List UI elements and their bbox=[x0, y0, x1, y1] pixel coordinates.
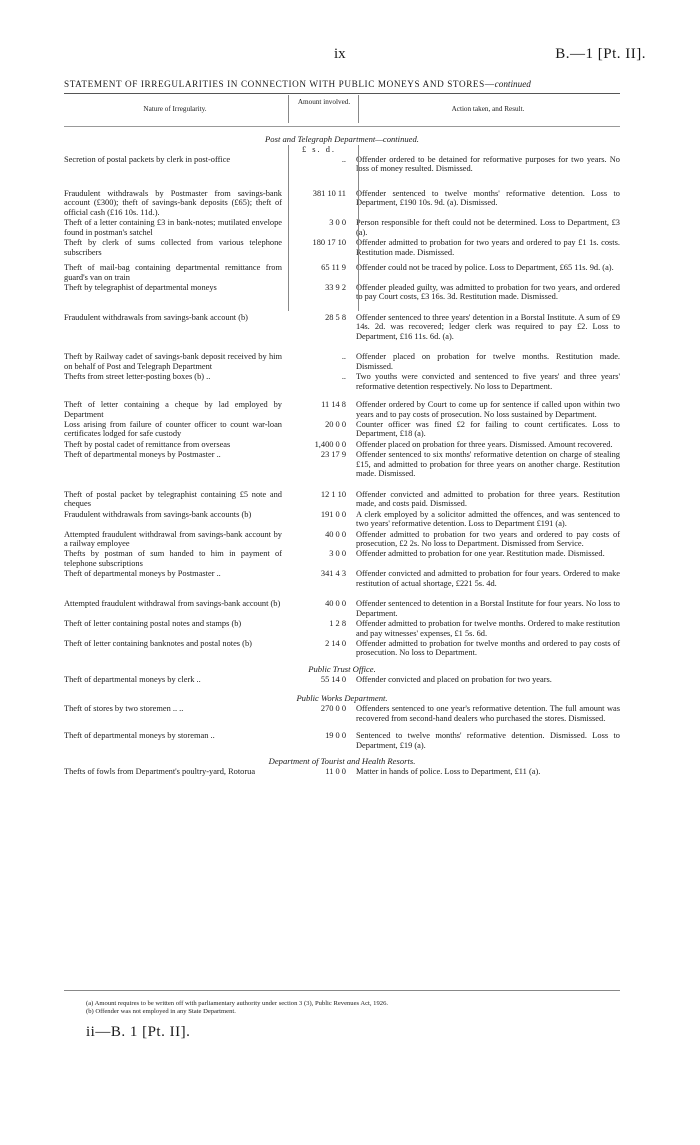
amount-involved: 180 17 10 bbox=[312, 238, 346, 248]
column-header-action: Action taken, and Result. bbox=[451, 105, 525, 113]
section-heading: Public Works Department. bbox=[296, 693, 388, 704]
action-taken: Offender convicted and admitted to probation for three years. Restitution made, and costs paid. Dismissed. bbox=[356, 489, 620, 509]
irregularity-nature: Fraudulent withdrawals from savings-bank accounts (b) bbox=[64, 509, 252, 519]
irregularity-nature: Secretion of postal packets by clerk in post-office bbox=[64, 155, 231, 164]
amount-involved: 1,400 0 0 bbox=[314, 439, 346, 449]
irregularity-nature: Theft of letter containing banknotes and postal notes (b) bbox=[64, 639, 252, 649]
table-row bbox=[64, 400, 620, 419]
action-taken: Offenders sentenced to one year's reformative detention. The full amount was recovered from second-hand dealers who purchased the stores. Dismissed. bbox=[356, 704, 620, 723]
amount-involved: .. bbox=[341, 372, 346, 382]
column-divider bbox=[358, 95, 359, 123]
title-main: STATEMENT OF IRREGULARITIES IN CONNECTION WITH PUBLIC MONEYS AND STORES— bbox=[64, 79, 495, 89]
action-taken: Offender sentenced to detention in a Borstal Institute for four years. No loss to Department. bbox=[356, 599, 620, 618]
irregularities-table bbox=[64, 134, 620, 783]
action-taken: Offender could not be traced by police. Loss to Department, £65 11s. 9d. (a). bbox=[356, 263, 614, 273]
amount-involved: 19 0 0 bbox=[325, 731, 346, 741]
action-taken: Offender placed on probation for twelve months. Restitution made. Dismissed. bbox=[356, 352, 620, 371]
amount-involved: 341 4 3 bbox=[320, 569, 346, 579]
amount-involved: 381 10 11 bbox=[312, 188, 346, 198]
page-number: ix bbox=[334, 46, 346, 62]
irregularity-nature: Attempted fraudulent withdrawal from savings-bank account by a railway employee bbox=[64, 529, 282, 548]
irregularity-nature: Theft of departmental moneys by storeman .. bbox=[64, 731, 215, 741]
irregularity-nature: Theft of a letter containing £3 in bank-notes; mutilated envelope found in postman's satchel bbox=[64, 218, 282, 237]
document-reference: B.—1 [Pt. II]. bbox=[555, 46, 646, 62]
amount-units: £ s. d. bbox=[301, 145, 336, 154]
column-divider bbox=[288, 145, 289, 311]
irregularity-nature: Theft of mail-bag containing departmental remittance from guard's van on train bbox=[64, 263, 282, 282]
action-taken: A clerk employed by a solicitor admitted the offences, and was sentenced to two years' reformative detention. Loss to Department £191 (a). bbox=[356, 509, 620, 529]
amount-involved: 20 0 0 bbox=[325, 419, 346, 429]
irregularity-nature: Theft of letter containing postal notes and stamps (b) bbox=[64, 619, 242, 629]
amount-units-row bbox=[64, 145, 620, 155]
table-row bbox=[64, 238, 620, 257]
action-taken: Offender admitted to probation for twelve months and ordered to pay costs of prosecution. No loss to Department. bbox=[356, 639, 620, 658]
table-row bbox=[64, 619, 620, 638]
footnotes bbox=[86, 1000, 616, 1016]
amount-involved: 40 0 0 bbox=[325, 529, 346, 539]
table-row bbox=[64, 490, 620, 509]
irregularity-nature: Attempted fraudulent withdrawal from savings-bank account (b) bbox=[64, 599, 281, 609]
irregularity-nature: Thefts by postman of sum handed to him in payment of telephone subscriptions bbox=[64, 549, 282, 568]
section-heading: Public Trust Office. bbox=[308, 663, 376, 674]
page-header bbox=[0, 46, 700, 66]
amount-involved: 65 11 9 bbox=[321, 263, 346, 273]
table-row bbox=[64, 420, 620, 439]
amount-involved: 2 14 0 bbox=[325, 639, 346, 649]
amount-involved: 270 0 0 bbox=[320, 704, 346, 714]
table-row bbox=[64, 263, 620, 282]
table-row bbox=[64, 440, 620, 449]
irregularity-nature: Theft by clerk of sums collected from various telephone subscribers bbox=[64, 238, 282, 257]
action-taken: Offender sentenced to three years' detention in a Borstal Institute. A sum of £9 14s. 2d. was recovered; ledger clerk was required to pay £2. Loss to Department, £16 11s. 6d. (a). bbox=[356, 312, 620, 341]
footnote-b: (b) Offender was not employed in any State Department. bbox=[86, 1008, 236, 1015]
action-taken: Offender placed on probation for three years. Dismissed. Amount recovered. bbox=[356, 439, 613, 449]
irregularity-nature: Theft of departmental moneys by Postmaster .. bbox=[64, 450, 221, 460]
action-taken: Offender admitted to probation for twelve months. Ordered to make restitution and pay witnesses' expenses, £1 5s. 6d. bbox=[356, 619, 620, 638]
table-row bbox=[64, 313, 620, 341]
irregularity-nature: Theft of departmental moneys by Postmaster .. bbox=[64, 569, 221, 579]
column-header-amount: Amount involved. bbox=[297, 98, 351, 106]
action-taken: Offender ordered by Court to come up for sentence if called upon within two years and to pay costs of prosecution. No loss sustained by Department. bbox=[356, 400, 620, 419]
action-taken: Person responsible for theft could not be determined. Loss to Department, £3 (a). bbox=[356, 218, 620, 237]
action-taken: Offender ordered to be detained for reformative purposes for two years. No loss of money resulted. Dismissed. bbox=[356, 155, 620, 174]
column-divider bbox=[358, 145, 359, 311]
irregularity-nature: Theft by postal cadet of remittance from overseas bbox=[64, 439, 231, 449]
amount-involved: 3 0 0 bbox=[329, 218, 346, 228]
amount-involved: .. bbox=[341, 155, 346, 164]
irregularity-nature: Thefts of fowls from Department's poultry-yard, Rotorua bbox=[64, 767, 256, 777]
statement-title bbox=[64, 79, 624, 89]
table-row bbox=[64, 767, 620, 776]
amount-involved: 23 17 9 bbox=[320, 450, 346, 460]
column-header-nature: Nature of Irregularity. bbox=[143, 105, 207, 113]
table-row bbox=[64, 155, 620, 174]
action-taken: Two youths were convicted and sentenced to five years' and three years' reformative detention respectively. No loss to Department. bbox=[356, 372, 620, 391]
irregularity-nature: Theft of stores by two storemen .. .. bbox=[64, 704, 184, 714]
table-row bbox=[64, 599, 620, 618]
irregularity-nature: Thefts from street letter-posting boxes (b) .. bbox=[64, 372, 211, 382]
action-taken: Offender pleaded guilty, was admitted to probation for two years, and ordered to pay Court costs, £3 16s. 3d. Restitution made. Dismissed. bbox=[356, 282, 620, 302]
amount-involved: 191 0 0 bbox=[320, 509, 346, 519]
section-heading: Post and Telegraph Department—continued. bbox=[265, 134, 419, 144]
irregularity-nature: Theft of letter containing a cheque by lad employed by Department bbox=[64, 400, 282, 419]
irregularity-nature: Loss arising from failure of counter officer to count war-loan certificates lodged for safe custody bbox=[64, 419, 282, 439]
action-taken: Offender admitted to probation for one year. Restitution made. Dismissed. bbox=[356, 549, 605, 559]
amount-involved: 33 9 2 bbox=[325, 282, 346, 292]
action-taken: Offender convicted and admitted to probation for four years. Ordered to make restitution of actual shortage, £221 5s. 4d. bbox=[356, 569, 620, 588]
table-row bbox=[64, 549, 620, 568]
table-row bbox=[64, 731, 620, 750]
irregularity-nature: Fraudulent withdrawals by Postmaster from savings-bank account (£300); theft of savings-bank deposits (£65); theft of official cash (£16 10s. 11d.). bbox=[64, 188, 282, 217]
section-heading: Department of Tourist and Health Resorts. bbox=[268, 756, 416, 767]
header-bottom-rule bbox=[64, 126, 620, 127]
amount-involved: 40 0 0 bbox=[325, 599, 346, 609]
irregularity-nature: Fraudulent withdrawals from savings-bank account (b) bbox=[64, 312, 248, 322]
amount-involved: 55 14 0 bbox=[320, 674, 346, 684]
amount-involved: 3 0 0 bbox=[329, 549, 346, 559]
amount-involved: 28 5 8 bbox=[325, 312, 346, 322]
table-row bbox=[64, 283, 620, 302]
table-row bbox=[64, 639, 620, 658]
table-bottom-rule bbox=[64, 990, 620, 991]
footnote-a: (a) Amount requires to be written off with parliamentary authority under section 3 (3), Public Revenues Act, 1926. bbox=[86, 1000, 389, 1007]
table-row bbox=[64, 218, 620, 237]
table-row bbox=[64, 510, 620, 529]
irregularity-nature: Theft by Railway cadet of savings-bank deposit received by him on behalf of Post and Telegraph Department bbox=[64, 352, 282, 371]
footer-reference: ii—B. 1 [Pt. II]. bbox=[86, 1024, 191, 1040]
table-row bbox=[64, 704, 620, 723]
table-row bbox=[64, 352, 620, 371]
table-row bbox=[64, 530, 620, 549]
action-taken: Offender sentenced to twelve months' reformative detention. Loss to Department, £190 10s. 9d. (a). Dismissed. bbox=[356, 188, 620, 208]
table-row bbox=[64, 372, 620, 391]
action-taken: Offender admitted to probation for two years and ordered to pay £1 1s. costs. Restitution made. Dismissed. bbox=[356, 238, 620, 257]
header-top-rule bbox=[64, 93, 620, 94]
table-row bbox=[64, 450, 620, 478]
title-continued: continued bbox=[494, 79, 531, 89]
irregularity-nature: Theft of postal packet by telegraphist containing £5 note and cheques bbox=[64, 489, 282, 509]
action-taken: Offender sentenced to six months' reformative detention on charge of stealing £15, and admitted to probation for three years on another charge. Restitution made. Dismissed. bbox=[356, 450, 620, 479]
column-divider bbox=[288, 95, 289, 123]
amount-involved: 12 1 10 bbox=[320, 489, 346, 499]
amount-involved: 11 14 8 bbox=[321, 400, 346, 410]
action-taken: Offender admitted to probation for two years and ordered to pay costs of prosecution, £2 2s. No loss to Department. Dismissed from Service. bbox=[356, 529, 620, 548]
amount-involved: .. bbox=[341, 352, 346, 362]
table-row bbox=[64, 569, 620, 588]
action-taken: Matter in hands of police. Loss to Department, £11 (a). bbox=[356, 767, 541, 777]
table-row bbox=[64, 189, 620, 217]
irregularity-nature: Theft by telegraphist of departmental moneys bbox=[64, 282, 217, 292]
amount-involved: 1 2 8 bbox=[329, 619, 346, 629]
irregularity-nature: Theft of departmental moneys by clerk .. bbox=[64, 674, 201, 684]
action-taken: Sentenced to twelve months' reformative detention. Dismissed. Loss to Department, £19 (a). bbox=[356, 731, 620, 750]
table-row bbox=[64, 675, 620, 684]
action-taken: Counter officer was fined £2 for failing to count certificates. Loss to Department, £18 (a). bbox=[356, 419, 620, 439]
action-taken: Offender convicted and placed on probation for two years. bbox=[356, 674, 552, 684]
amount-involved: 11 0 0 bbox=[325, 767, 346, 777]
